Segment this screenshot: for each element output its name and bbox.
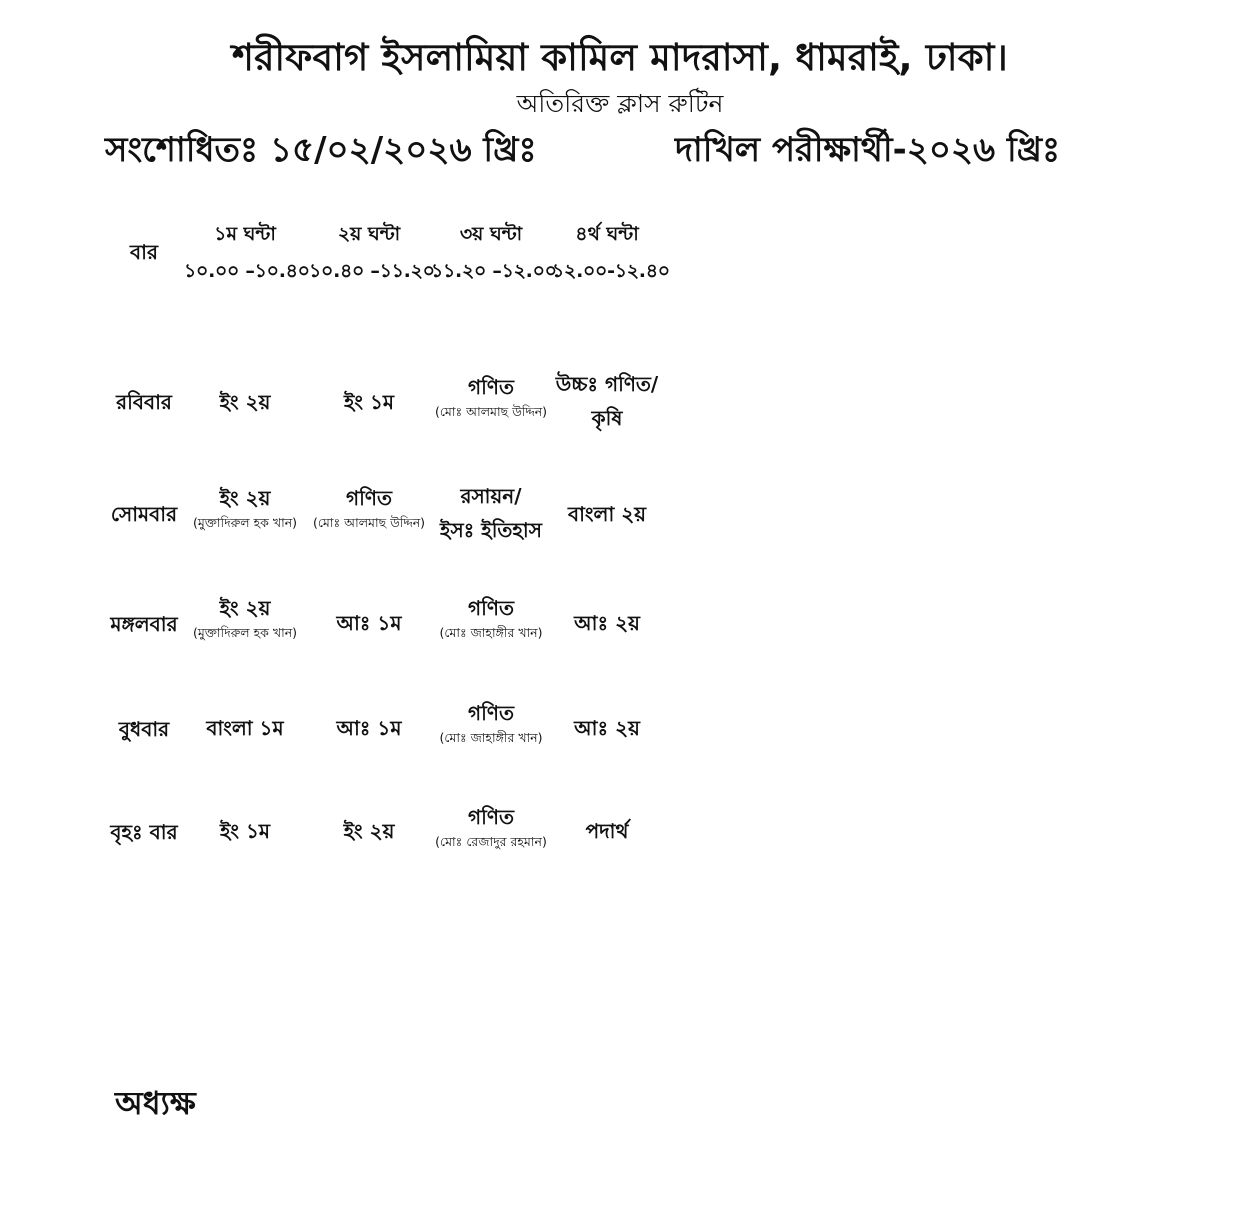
- teacher-name: (মোঃ জাহাঙ্গীর খান): [439, 625, 543, 640]
- subject: ইং ২য়: [219, 596, 271, 620]
- day-cell: মঙ্গলবার: [110, 612, 178, 636]
- class-cell: [439, 591, 542, 641]
- class-cell: [574, 606, 640, 640]
- period-4-time: ১২.০০-১২.৪০: [552, 260, 670, 282]
- subject: উচ্চঃ গণিত/: [555, 372, 659, 396]
- subject: গণিত: [468, 805, 514, 829]
- period-1-time: ১০.০০ –১০.৪০: [184, 260, 310, 282]
- day-cell: বৃহঃ বার: [110, 820, 178, 844]
- teacher-name: (মোঃ রেজাদুর রহমান): [435, 834, 547, 849]
- day-cell: সোমবার: [110, 502, 178, 526]
- period-3-time: ১১.২০ –১২.০০: [431, 260, 557, 282]
- class-cell: [574, 711, 640, 745]
- teacher-name: (মোঃ জাহাঙ্গীর খান): [439, 730, 543, 745]
- day-cell: বুধবার: [118, 717, 170, 741]
- class-cell: [336, 711, 401, 745]
- class-cell: [344, 385, 394, 419]
- subject: আঃ ১ম: [336, 611, 402, 635]
- class-cell: [439, 696, 542, 746]
- period-2-time: ১০.৪০ –১১.২০: [309, 260, 435, 282]
- teacher-name: (মোঃ আলমাছ উদ্দিন): [312, 515, 426, 530]
- subject: গণিত: [468, 375, 514, 399]
- class-cell: [435, 370, 547, 420]
- class-cell: [193, 591, 297, 641]
- subject: বাংলা ১ম: [206, 716, 284, 740]
- teacher-name: (মোঃ আলমাছ উদ্দিন): [434, 404, 548, 419]
- period-1-label: ১ম ঘন্টা: [214, 223, 276, 245]
- routine-subtitle: অতিরিক্ত ক্লাস রুটিন: [516, 89, 724, 118]
- teacher-name: (মুক্তাদিরুল হক খান): [192, 625, 298, 640]
- subject: আঃ ২য়: [574, 716, 640, 740]
- subject: রসায়ন/: [460, 484, 522, 508]
- subject: আঃ ১ম: [336, 716, 402, 740]
- subject-line-2: কৃষি: [591, 406, 623, 430]
- exam-group-label: দাখিল পরীক্ষার্থী-২০২৬ খ্রিঃ: [675, 130, 1061, 170]
- period-2-label: ২য় ঘন্টা: [337, 223, 401, 245]
- teacher-name: (মুক্তাদিরুল হক খান): [192, 515, 298, 530]
- principal-signature-label: অধ্যক্ষ: [115, 1084, 196, 1122]
- class-cell: [344, 814, 395, 848]
- subject: ইং ১ম: [343, 390, 395, 414]
- class-cell: [435, 800, 547, 850]
- subject: ইং ২য়: [219, 390, 271, 414]
- subject: গণিত: [346, 486, 392, 510]
- class-cell: [206, 711, 283, 745]
- subject: গণিত: [468, 701, 514, 725]
- class-cell: [440, 479, 542, 547]
- subject: আঃ ২য়: [574, 611, 640, 635]
- class-cell: [220, 814, 270, 848]
- period-3-label: ৩য় ঘন্টা: [459, 223, 523, 245]
- period-4-label: ৪র্থ ঘন্টা: [575, 223, 639, 245]
- class-cell: [568, 497, 646, 531]
- revised-date: সংশোধিতঃ ১৫/০২/২০২৬ খ্রিঃ: [105, 130, 537, 170]
- class-cell: [220, 385, 271, 419]
- subject: ইং ২য়: [219, 486, 271, 510]
- day-cell: রবিবার: [116, 390, 172, 414]
- subject: ইং ১ম: [219, 819, 271, 843]
- class-cell: [556, 367, 659, 435]
- class-cell: [193, 481, 297, 531]
- subject-line-2: ইসঃ ইতিহাস: [440, 518, 542, 542]
- school-title: শরীফবাগ ইসলামিয়া কামিল মাদরাসা, ধামরাই, ঢাকা।: [232, 36, 1008, 79]
- class-cell: [586, 814, 629, 848]
- class-cell: [313, 481, 425, 531]
- class-cell: [336, 606, 401, 640]
- day-column-header: বার: [130, 240, 158, 264]
- subject: পদার্থ: [585, 819, 629, 843]
- subject: বাংলা ২য়: [568, 502, 646, 526]
- subject: গণিত: [468, 596, 514, 620]
- subject: ইং ২য়: [343, 819, 395, 843]
